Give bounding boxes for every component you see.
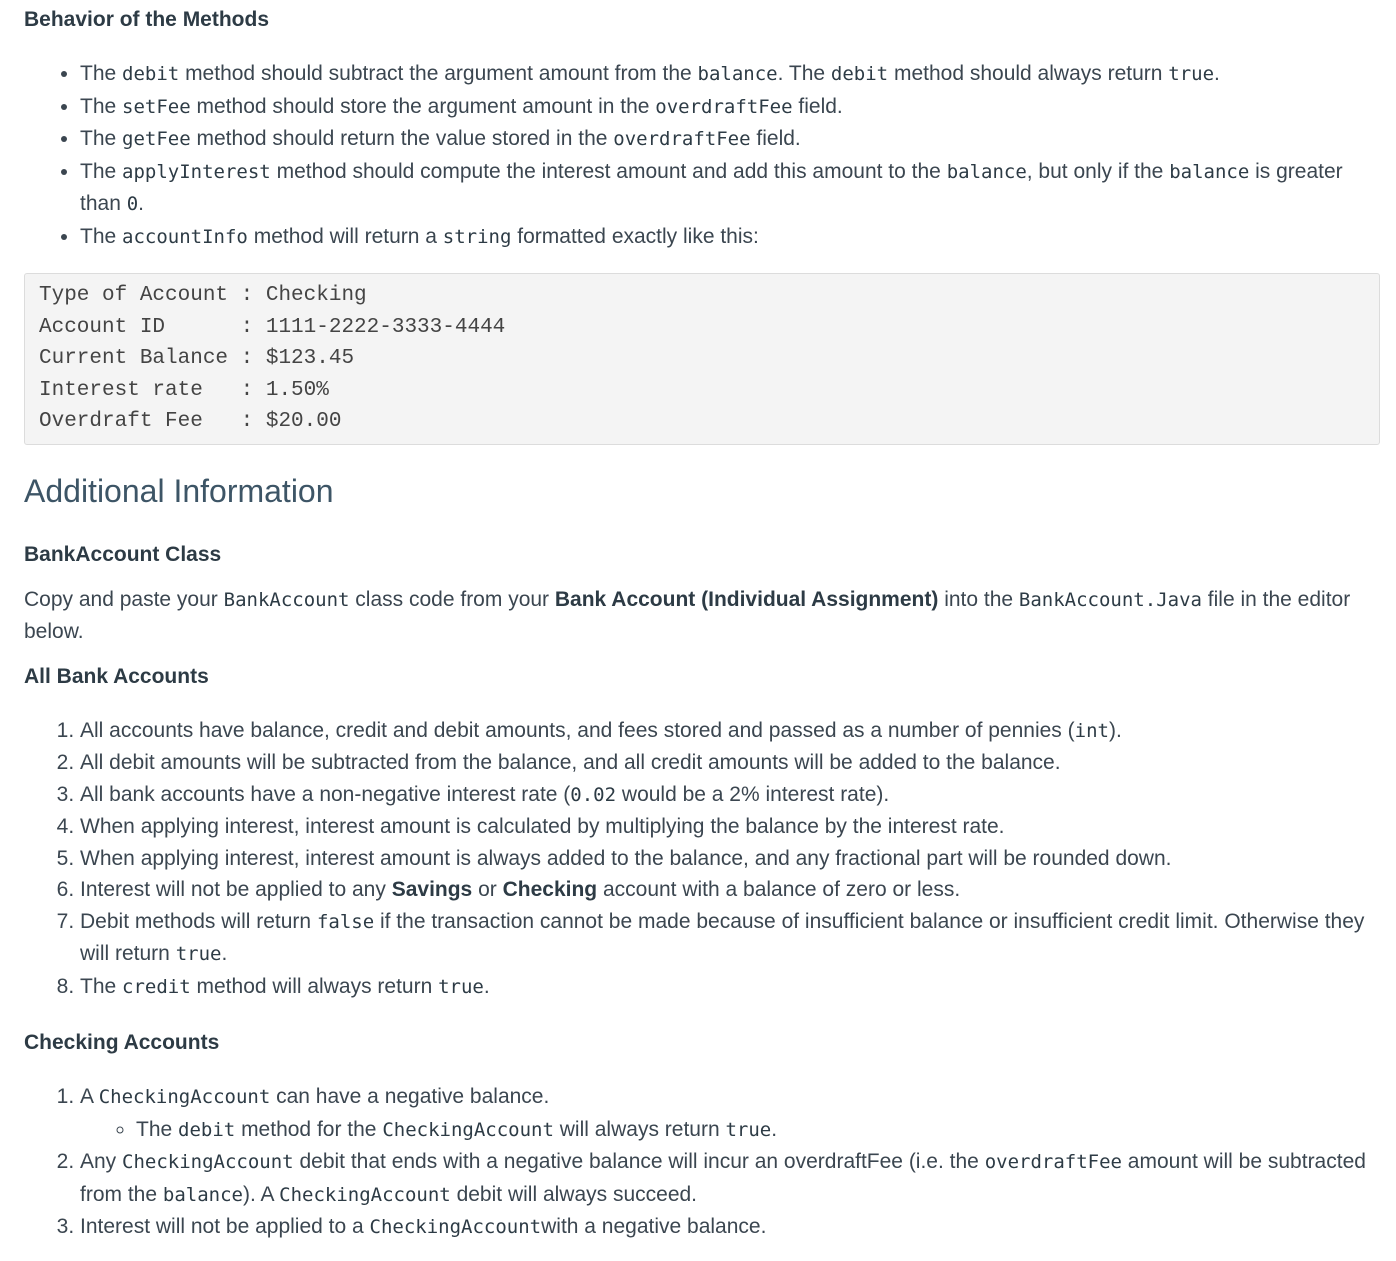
- all-accounts-list: [24, 715, 1380, 1004]
- list-item: • The applyInterest method should compute the interest amount and add this amount to the balance, but only if the balance is greater than 0.: [80, 156, 1380, 221]
- checking-sub-list: [80, 1114, 1380, 1147]
- checking-accounts-heading: Checking Accounts: [24, 1031, 220, 1054]
- list-item: 1. All accounts have balance, credit and debit amounts, and fees stored and passed as a number of pennies (int).: [80, 715, 1380, 748]
- code-line: Overdraft Fee : $20.00: [39, 410, 342, 433]
- all-accounts-heading: All Bank Accounts: [24, 664, 209, 688]
- list-item: 4. When applying interest, interest amount is calculated by multiplying the balance by the interest rate.: [80, 811, 1380, 843]
- list-item: 3. All bank accounts have a non-negative interest rate (0.02 would be a 2% interest rate).: [80, 779, 1380, 812]
- list-item: 6. Interest will not be applied to any Savings or Checking account with a balance of zero or less.: [80, 874, 1380, 906]
- list-item: • The debit method should subtract the argument amount from the balance. The debit method should always return true.: [80, 58, 1380, 91]
- behavior-list: [24, 58, 1380, 253]
- list-item: 2. Any CheckingAccount debit that ends with a negative balance will incur an overdraftFee (i.e. the overdraftFee amount will be subtracted from the balance). A CheckingAccount debit will always succeed.: [80, 1146, 1380, 1211]
- code-line: Current Balance : $123.45: [39, 347, 355, 370]
- bankaccount-paragraph: Copy and paste your BankAccount class code from your Bank Account (Individual Assignment) into the BankAccount.Java file in the editor below.: [24, 587, 1351, 643]
- code-line: Interest rate : 1.50%: [39, 378, 329, 402]
- list-item: ◦ The debit method for the CheckingAccount will always return true.: [136, 1114, 1380, 1147]
- list-item: 2. All debit amounts will be subtracted from the balance, and all credit amounts will be added to the balance.: [80, 747, 1380, 779]
- list-item: 8. The credit method will always return true.: [80, 971, 1380, 1004]
- list-item: 1. A CheckingAccount can have a negative balance. ◦ The debit method for the CheckingAccount will always return true.: [80, 1081, 1380, 1146]
- code-line: Type of Account : Checking: [39, 284, 367, 307]
- code-line: Account ID : 1111-2222-3333-4444: [39, 315, 506, 339]
- behavior-heading: Behavior of the Methods: [24, 8, 270, 31]
- bankaccount-class-heading: BankAccount Class: [24, 542, 222, 566]
- list-item: 7. Debit methods will return false if the transaction cannot be made because of insufficient balance or insufficient credit limit. Otherwise they will return true.: [80, 906, 1380, 971]
- list-item: • The getFee method should return the value stored in the overdraftFee field.: [80, 123, 1380, 156]
- list-item: 5. When applying interest, interest amount is always added to the balance, and any fractional part will be rounded down.: [80, 843, 1380, 875]
- list-item: 3. Interest will not be applied to a CheckingAccountwith a negative balance.: [80, 1211, 1380, 1244]
- additional-info-heading: Additional Information: [24, 472, 334, 509]
- list-item: • The accountInfo method will return a string formatted exactly like this:: [80, 221, 1380, 254]
- account-info-code-block: [24, 273, 1380, 445]
- list-item: • The setFee method should store the argument amount in the overdraftFee field.: [80, 91, 1380, 124]
- checking-accounts-list: [24, 1081, 1380, 1244]
